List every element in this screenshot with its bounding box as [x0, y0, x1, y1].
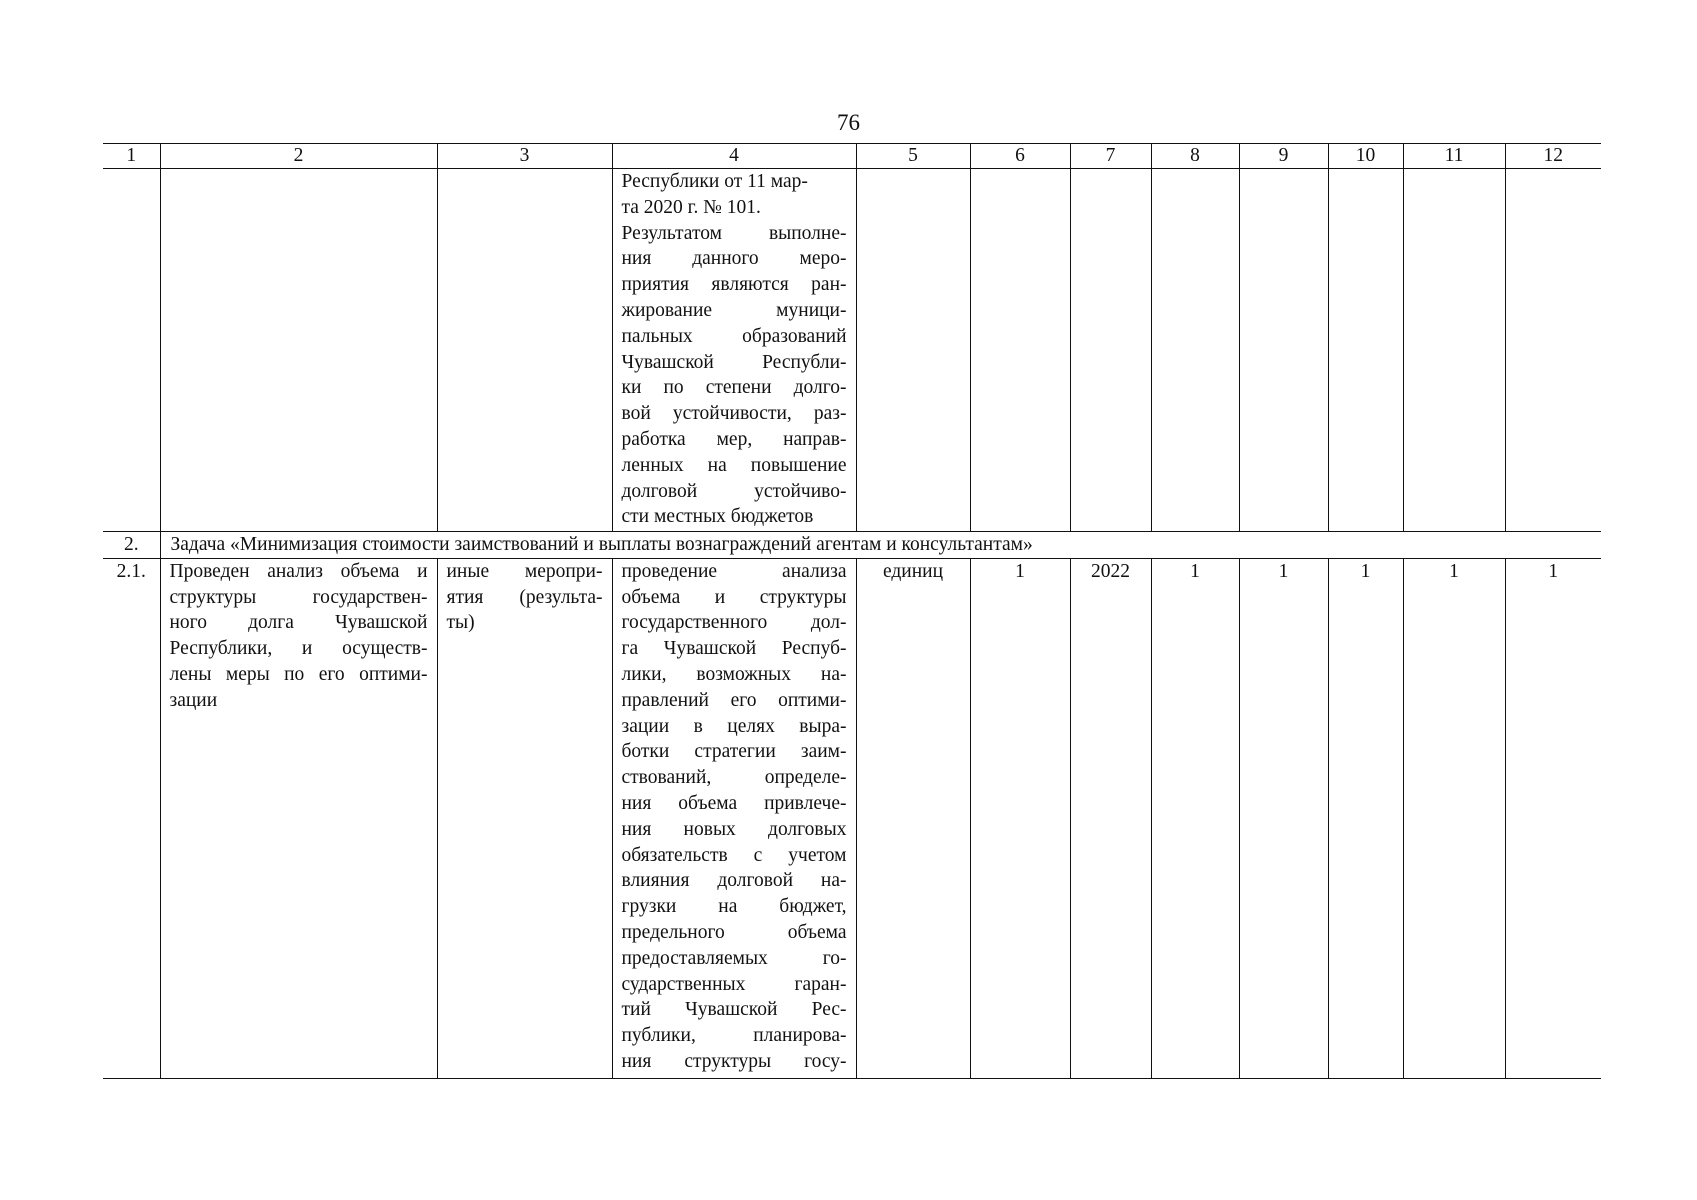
empty-cell [1328, 169, 1403, 532]
column-number: 5 [856, 144, 970, 169]
text-line: правлений его оптими- [621, 689, 847, 711]
column-number: 2 [160, 144, 437, 169]
text-line: сударственных гаран- [621, 973, 847, 995]
column-number: 11 [1403, 144, 1505, 169]
year-value-cell: 1 [1403, 558, 1505, 1078]
text-line: лики, возможных на- [621, 663, 847, 685]
text-line: ботки стратегии заим- [621, 741, 847, 763]
year-value-cell: 1 [1239, 558, 1328, 1078]
column-number: 12 [1505, 144, 1601, 169]
column-number: 9 [1239, 144, 1328, 169]
text-line: ятия (результа- [446, 586, 603, 608]
empty-cell [1403, 169, 1505, 532]
indicators-table [103, 143, 1601, 1079]
text-line: вой устойчивости, раз- [621, 403, 847, 425]
text-line: ты) [446, 612, 475, 634]
task-section-row [103, 532, 1601, 559]
text-line: проведение анализа [621, 560, 847, 582]
year-value-cell: 1 [1505, 558, 1601, 1078]
text-line: публики, планирова- [621, 1025, 847, 1047]
text-line: ния новых долговых [621, 818, 847, 840]
column-number-header-row [103, 144, 1601, 169]
text-line: Республики, и осуществ- [169, 638, 428, 660]
indicator-row-2-1 [103, 558, 1601, 1078]
text-line: та 2020 г. № 101. [621, 196, 761, 218]
text-line: иные меропри- [446, 560, 603, 582]
description-cell [612, 558, 856, 1078]
column-number: 8 [1151, 144, 1239, 169]
text-line: ния объема привлече- [621, 792, 847, 814]
text-line: предельного объема [621, 921, 847, 943]
text-line: ния структуры госу- [621, 1050, 847, 1072]
column-number: 4 [612, 144, 856, 169]
text-line: долговой устойчиво- [621, 480, 847, 502]
empty-cell [103, 169, 160, 532]
empty-cell [1239, 169, 1328, 532]
text-line: предоставляемых го- [621, 947, 847, 969]
text-line: объема и структуры [621, 586, 847, 608]
text-line: Чувашской Республи- [621, 351, 847, 373]
column-number: 6 [970, 144, 1070, 169]
row-number: 2.1. [103, 558, 160, 1078]
page-number: 76 [837, 110, 860, 135]
text-line: приятия являются ран- [621, 274, 847, 296]
text-line: государственного дол- [621, 612, 847, 634]
text-line: Проведен анализ объема и [169, 560, 428, 582]
text-line: тий Чувашской Рес- [621, 999, 847, 1021]
text-line: грузки на бюджет, [621, 896, 847, 918]
column-number: 1 [103, 144, 160, 169]
empty-cell [160, 169, 437, 532]
continuation-row [103, 169, 1601, 532]
unit-cell: единиц [856, 558, 970, 1078]
column-number: 3 [437, 144, 612, 169]
text-line: Республики от 11 мар- [621, 171, 808, 192]
text-line: Результатом выполне- [621, 222, 847, 244]
text-line: жирование муници- [621, 299, 847, 321]
base-year-cell: 2022 [1070, 558, 1151, 1078]
text-line: ного долга Чувашской [169, 612, 428, 634]
column-number: 10 [1328, 144, 1403, 169]
text-line: зации [169, 689, 218, 711]
text-line: влияния долговой на- [621, 870, 847, 892]
section-number: 2. [103, 532, 160, 559]
section-task-title: Задача «Минимизация стоимости заимствований и выплаты вознаграждений агентам и консультантам» [160, 532, 1601, 559]
text-line: лены меры по его оптими- [169, 663, 428, 685]
result-cell [160, 558, 437, 1078]
continuation-description-cell [612, 169, 856, 532]
text-line: зации в целях выра- [621, 715, 847, 737]
empty-cell [1070, 169, 1151, 532]
text-line: ленных на повышение [621, 454, 847, 476]
text-line: работка мер, направ- [621, 428, 847, 450]
text-line: сти местных бюджетов [621, 506, 814, 528]
result-type-cell [437, 558, 612, 1078]
text-line: ки по степени долго- [621, 377, 847, 399]
year-value-cell: 1 [1151, 558, 1239, 1078]
empty-cell [437, 169, 612, 532]
base-value-cell: 1 [970, 558, 1070, 1078]
column-number: 7 [1070, 144, 1151, 169]
year-value-cell: 1 [1328, 558, 1403, 1078]
text-line: обязательств с учетом [621, 844, 847, 866]
text-line: ния данного меро- [621, 248, 847, 270]
text-line: ствований, определе- [621, 767, 847, 789]
empty-cell [856, 169, 970, 532]
empty-cell [1151, 169, 1239, 532]
text-line: пальных образований [621, 325, 847, 347]
text-line: га Чувашской Респуб- [621, 638, 847, 660]
empty-cell [970, 169, 1070, 532]
text-line: структуры государствен- [169, 586, 428, 608]
empty-cell [1505, 169, 1601, 532]
